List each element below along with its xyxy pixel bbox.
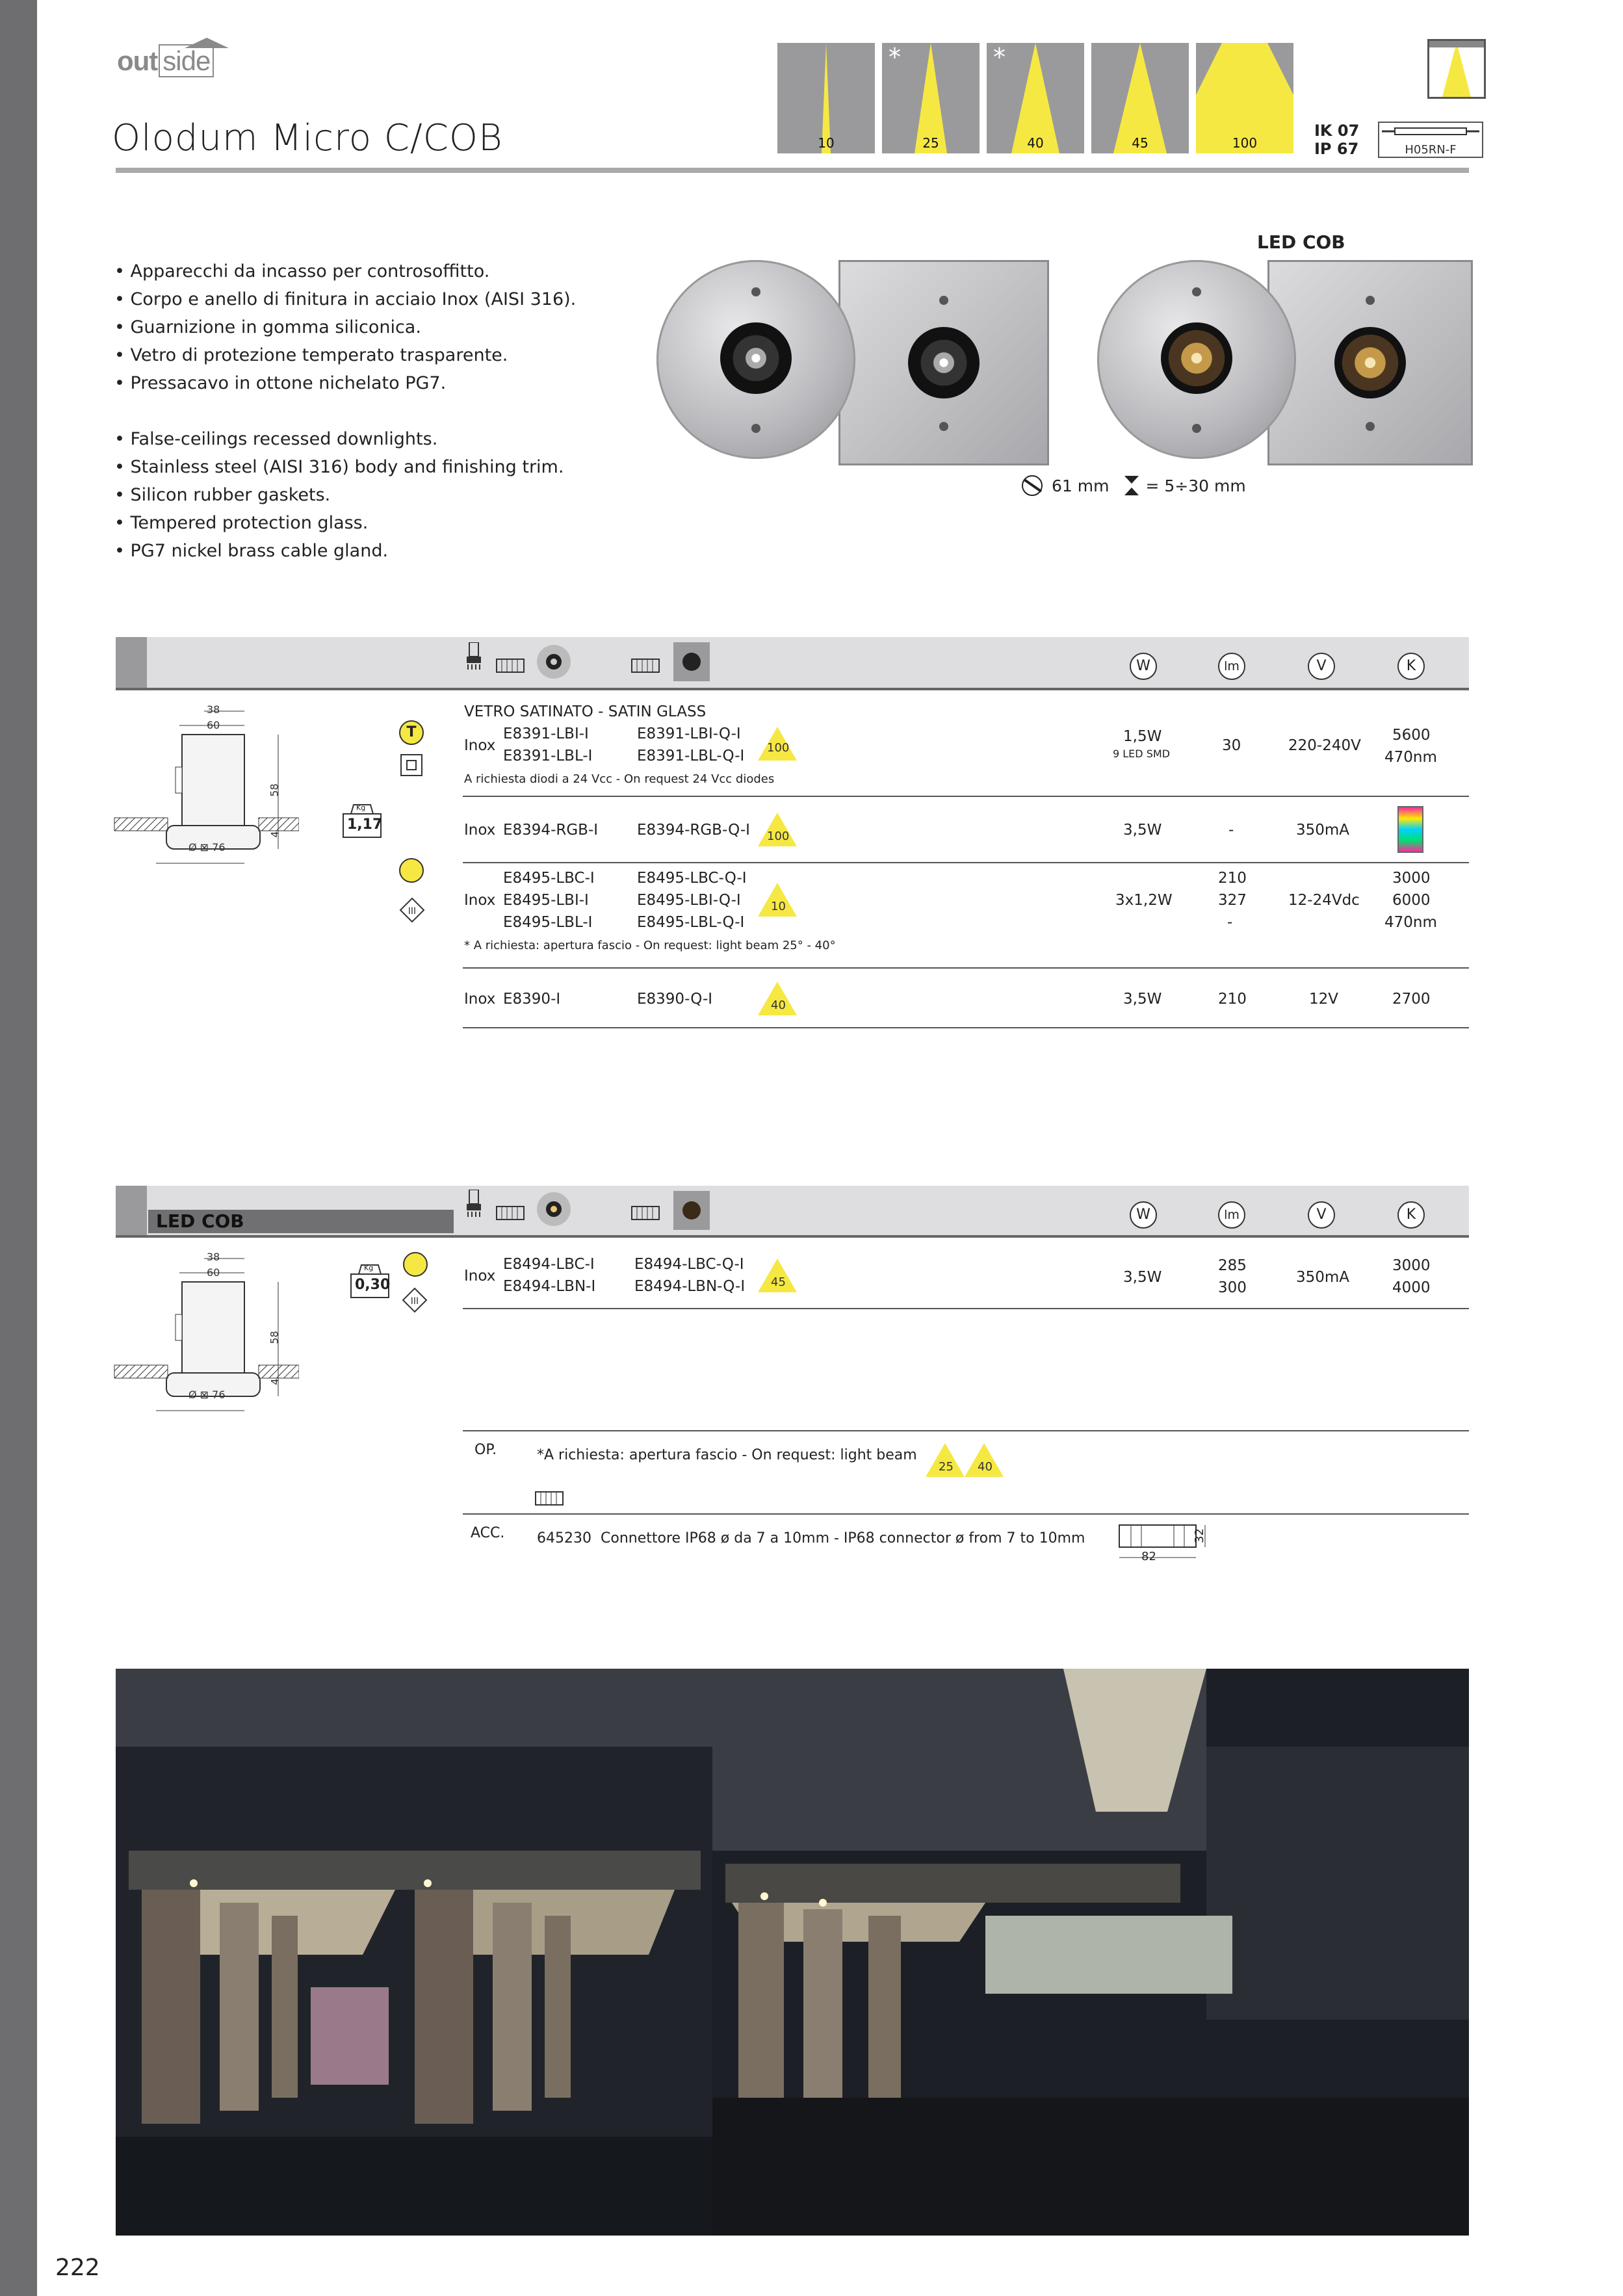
kelvin: 5600 (1392, 727, 1431, 744)
lumen-header: lm (1224, 659, 1240, 673)
product-photo-round-led (656, 260, 855, 459)
square-product-thumb (673, 642, 710, 681)
acc-label: ACC. (471, 1525, 505, 1541)
beam-label: 10 (818, 135, 835, 151)
cable-type: H05RN-F (1405, 143, 1457, 157)
screw-icon (751, 287, 760, 296)
page-title: Olodum Micro C/COB (112, 117, 503, 159)
weight-unit: Kg (356, 803, 366, 812)
title-rule (116, 168, 1469, 173)
product-code: E8494-LBC-Q-I (634, 1256, 744, 1273)
features-list (114, 257, 576, 565)
row-divider (463, 862, 1469, 863)
row-divider (463, 967, 1469, 969)
product-code: E8394-RGB-Q-I (637, 822, 750, 839)
ceiling-thickness-icon (1123, 475, 1140, 497)
beam-angle: 40 (771, 998, 786, 1012)
screw-icon (939, 422, 948, 431)
row-note: A richiesta diodi a 24 Vcc - On request 24 Vcc diodes (464, 772, 775, 786)
weight-unit: Kg (364, 1264, 374, 1272)
feature-en: • Tempered protection glass. (114, 513, 369, 533)
voltage: 220-240V (1288, 737, 1361, 754)
feature-it: • Apparecchi da incasso per controsoffitto. (114, 261, 490, 281)
power: 3,5W (1123, 822, 1162, 839)
product-photo-square-cob (1267, 260, 1473, 465)
watt-icon (1130, 1201, 1157, 1229)
beam-tile-25 (882, 43, 980, 153)
lens-icon (1161, 322, 1232, 394)
weight-value: 1,17 (347, 816, 383, 833)
feature-it: • Vetro di protezione temperato trasparente. (114, 345, 508, 365)
class3-icon (402, 1287, 428, 1313)
connector-diameter: 32 (1192, 1528, 1206, 1543)
screw-icon (1192, 424, 1201, 433)
lumen-icon (1218, 1201, 1245, 1229)
class3-icon (399, 897, 425, 923)
product-photo-round-cob (1097, 260, 1296, 459)
connector-icon (534, 1490, 564, 1507)
page-number: 222 (55, 2254, 100, 2281)
beam-label: 40 (1027, 135, 1044, 151)
row-divider (463, 1027, 1469, 1028)
weight-badge (350, 1264, 390, 1300)
dim-mid: 60 (207, 1266, 220, 1279)
kelvin: 3000 (1392, 1257, 1431, 1274)
product-code: E8494-LBC-I (503, 1256, 595, 1273)
logo-roof (185, 38, 229, 48)
lens-icon (1334, 327, 1406, 398)
section1-header (116, 637, 1469, 689)
power: 3,5W (1123, 991, 1162, 1008)
op-label: OP. (474, 1442, 497, 1458)
square-product-thumb (673, 1191, 710, 1230)
lens-icon (720, 322, 792, 394)
brand-logo (117, 46, 214, 77)
side-bar (0, 0, 37, 2296)
ip-rating: IP 67 (1314, 140, 1359, 158)
feature-it: • Corpo e anello di finitura in acciaio Inox (AISI 316). (114, 289, 577, 309)
section2-label: LED COB (148, 1210, 454, 1233)
beam-angle: 45 (771, 1275, 786, 1289)
ceiling-thickness: = 5÷30 mm (1145, 476, 1246, 495)
feature-en: • False-ceilings recessed downlights. (114, 429, 438, 449)
kelvin-header: K (1406, 658, 1416, 674)
lumen: - (1227, 914, 1233, 931)
acc-code: 645230 (537, 1530, 591, 1546)
header-underline (116, 688, 1469, 690)
voltage: 12-24Vdc (1288, 892, 1360, 909)
kelvin-header: K (1406, 1207, 1416, 1223)
svg-text:III: III (410, 1296, 419, 1307)
logo-text-b: side (159, 44, 214, 77)
product-code: E8394-RGB-I (503, 822, 599, 839)
rgb-color-swatch (1397, 806, 1423, 853)
material: Inox (464, 822, 496, 839)
product-code: E8391-LBL-I (503, 748, 593, 764)
dim-height: 58 (268, 1331, 281, 1344)
lens-icon (682, 653, 701, 671)
kelvin: 470nm (1384, 914, 1437, 931)
watt-icon (1130, 653, 1157, 680)
lens-icon (682, 1201, 701, 1220)
power-note: 9 LED SMD (1113, 748, 1170, 760)
feature-en: • PG7 nickel brass cable gland. (114, 541, 389, 561)
lumen: 327 (1218, 892, 1247, 909)
lumen: 285 (1218, 1257, 1247, 1274)
lumen: 210 (1218, 991, 1247, 1008)
volt-header: V (1316, 1207, 1327, 1223)
beam-angle: 10 (771, 900, 786, 913)
ik-rating: IK 07 (1314, 122, 1360, 140)
kelvin-icon (1397, 1201, 1425, 1229)
lumen: 300 (1218, 1279, 1247, 1296)
beam-tile-100 (1196, 43, 1293, 153)
screw-icon (1192, 287, 1201, 296)
beam-angle: 100 (767, 741, 790, 755)
product-code: E8390-Q-I (637, 991, 713, 1008)
dim-diameter: Ø ⊠ 76 (188, 841, 226, 854)
screw-icon (939, 296, 948, 305)
volt-icon (1308, 1201, 1335, 1229)
product-code: E8495-LBL-I (503, 914, 593, 931)
downlight-beam-icon (1427, 39, 1486, 99)
section2-header (116, 1186, 1469, 1238)
volt-header: V (1316, 658, 1327, 674)
lens-icon (908, 327, 980, 398)
product-photo-square-led (838, 260, 1049, 465)
dimension-row (1020, 475, 1246, 497)
feature-en: • Stainless steel (AISI 316) body and finishing trim. (114, 457, 564, 477)
lumen: 30 (1222, 737, 1241, 754)
asterisk-icon: * (993, 43, 1006, 72)
beam-tile-45 (1091, 43, 1189, 153)
t-class-icon: T (399, 720, 424, 745)
product-code: E8495-LBL-Q-I (637, 914, 745, 931)
product-code: E8494-LBN-I (503, 1278, 596, 1295)
product-icons (463, 642, 671, 684)
bulb-icon (399, 858, 424, 883)
kelvin: 6000 (1392, 892, 1431, 909)
screw-icon (1366, 296, 1375, 305)
lumen: 210 (1218, 870, 1247, 887)
night-scene-illustration (712, 1669, 1469, 2236)
dim-diameter: Ø ⊠ 76 (188, 1389, 226, 1401)
lumen: - (1228, 822, 1234, 839)
op-text: *A richiesta: apertura fascio - On request: light beam (537, 1447, 917, 1463)
kelvin: 4000 (1392, 1279, 1431, 1296)
power: 3,5W (1123, 1269, 1162, 1286)
kelvin: 470nm (1384, 749, 1437, 766)
watt-header: W (1136, 1207, 1150, 1223)
beam-label: 100 (1232, 135, 1258, 151)
row-divider (463, 796, 1469, 797)
kelvin: 2700 (1392, 991, 1431, 1008)
material: Inox (464, 1268, 496, 1285)
screw-icon (1366, 422, 1375, 431)
product-icons (463, 1190, 671, 1231)
dim-top: 38 (207, 1251, 220, 1263)
dim-bottom: 4 (268, 1378, 281, 1385)
section-tab (116, 637, 147, 689)
ik-ip-rating (1314, 122, 1359, 158)
night-scene-illustration (116, 1669, 712, 2236)
hole-size-icon (1020, 475, 1046, 497)
voltage: 350mA (1296, 1269, 1350, 1286)
logo-text-a: out (117, 46, 158, 76)
op-divider (463, 1430, 1469, 1431)
product-code: E8494-LBN-Q-I (634, 1278, 746, 1295)
bulb-icon (403, 1252, 428, 1277)
led-cob-tag: LED COB (1257, 231, 1345, 253)
op-beam: 40 (978, 1460, 993, 1474)
svg-text:III: III (408, 906, 417, 917)
asterisk-icon: * (889, 43, 901, 72)
material: Inox (464, 991, 496, 1008)
product-code: E8391-LBI-Q-I (637, 725, 741, 742)
product-code: E8391-LBL-Q-I (637, 748, 745, 764)
beam-label: 45 (1132, 135, 1149, 151)
connector-length: 82 (1141, 1550, 1156, 1563)
header-underline (116, 1235, 1469, 1238)
glass-note: VETRO SATINATO - SATIN GLASS (464, 703, 707, 720)
kelvin-icon (1397, 653, 1425, 680)
hole-size: 61 mm (1052, 476, 1110, 495)
dim-top: 38 (207, 703, 220, 716)
voltage: 12V (1309, 991, 1339, 1008)
row-divider (463, 1308, 1469, 1309)
cable-icon (1382, 123, 1479, 140)
weight-value: 0,30 (355, 1277, 391, 1293)
cable-type-box (1378, 122, 1483, 158)
lumen-header: lm (1224, 1208, 1240, 1222)
beam-label: 25 (922, 135, 939, 151)
beam-tile-40 (987, 43, 1084, 153)
lumen-icon (1218, 653, 1245, 680)
installation-photo-left (116, 1669, 712, 2236)
connector-drawing (1115, 1520, 1213, 1567)
weight-badge (342, 803, 382, 840)
power: 3x1,2W (1115, 892, 1173, 909)
dim-mid: 60 (207, 719, 220, 731)
material: Inox (464, 892, 496, 909)
section-tab (116, 1186, 147, 1238)
screw-icon (751, 424, 760, 433)
dim-bottom: 4 (268, 831, 281, 838)
op-beam: 25 (939, 1460, 954, 1474)
row-note: * A richiesta: apertura fascio - On request: light beam 25° - 40° (464, 939, 836, 952)
power: 1,5W (1123, 728, 1162, 745)
feature-en: • Silicon rubber gaskets. (114, 485, 331, 505)
voltage: 350mA (1296, 822, 1350, 839)
acc-text: Connettore IP68 ø da 7 a 10mm - IP68 connector ø from 7 to 10mm (601, 1530, 1085, 1546)
product-code: E8391-LBI-I (503, 725, 589, 742)
acc-divider (463, 1513, 1469, 1515)
installation-photo-right (712, 1669, 1469, 2236)
material: Inox (464, 737, 496, 754)
product-code: E8390-I (503, 991, 561, 1008)
beam-angle: 100 (767, 829, 790, 843)
feature-it: • Guarnizione in gomma siliconica. (114, 317, 421, 337)
product-code: E8495-LBC-I (503, 870, 595, 887)
dim-height: 58 (268, 783, 281, 797)
watt-header: W (1136, 658, 1150, 674)
feature-it: • Pressacavo in ottone nichelato PG7. (114, 373, 447, 393)
product-code: E8495-LBI-Q-I (637, 892, 741, 909)
kelvin: 3000 (1392, 870, 1431, 887)
product-code: E8495-LBI-I (503, 892, 589, 909)
volt-icon (1308, 653, 1335, 680)
product-code: E8495-LBC-Q-I (637, 870, 747, 887)
class2-icon (400, 754, 422, 776)
beam-tile-10 (777, 43, 875, 153)
